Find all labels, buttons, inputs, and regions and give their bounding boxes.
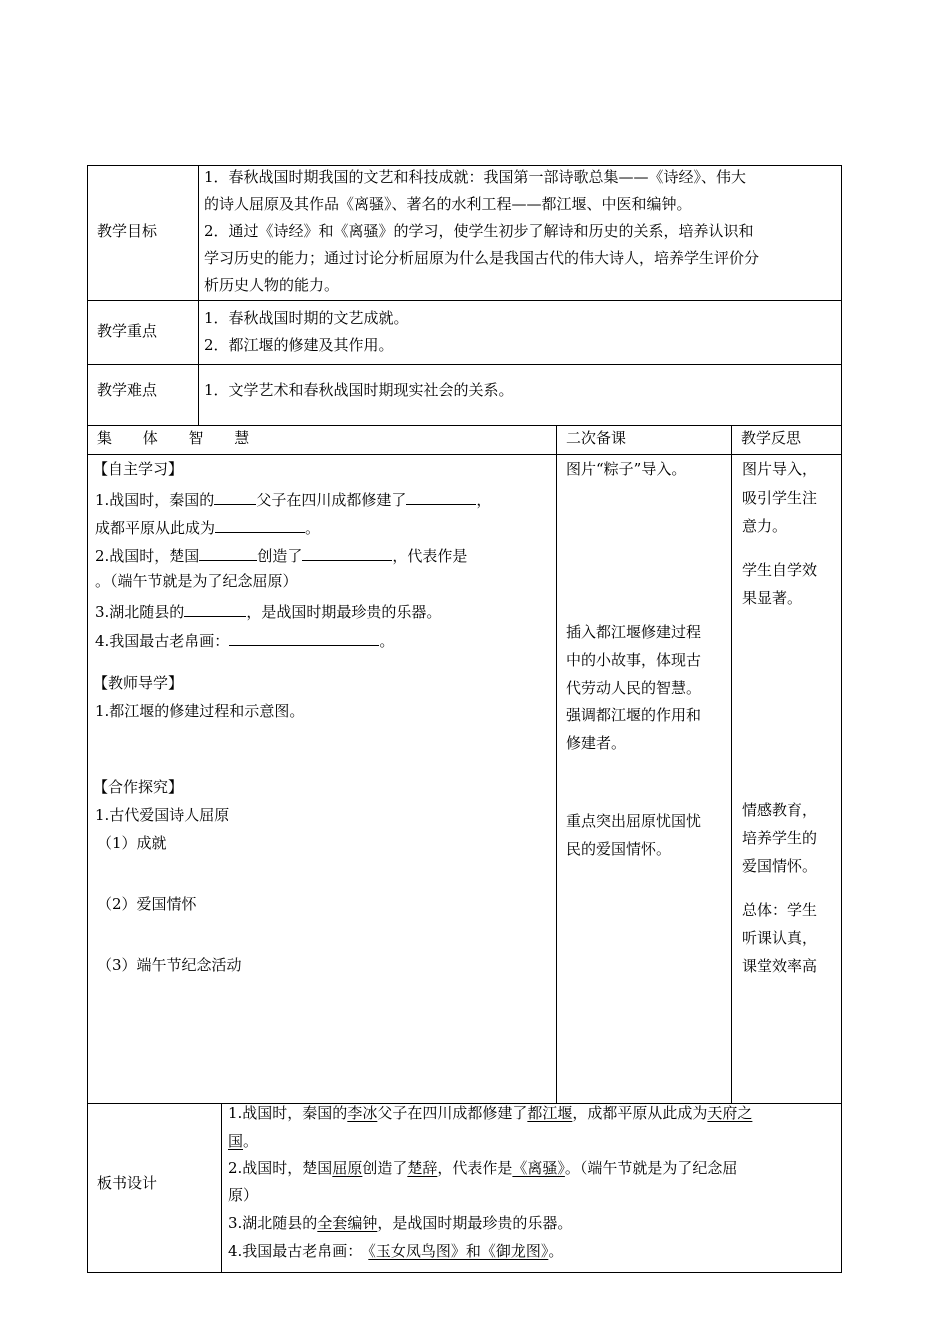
reflection-note: 图片导入， <box>742 460 818 478</box>
prep-note: 民的爱国情怀。 <box>566 840 672 858</box>
objectives-line: 学习历史的能力；通过讨论分析屈原为什么是我国古代的伟大诗人，培养学生评价分 <box>204 249 760 267</box>
blank <box>214 490 256 505</box>
board-line: 3.湖北随县的全套编钟，是战国时期最珍贵的乐器。 <box>228 1214 573 1232</box>
keypoints-label: 教学重点 <box>97 322 158 340</box>
reflection-note: 果显著。 <box>742 589 803 607</box>
objectives-line: 2．通过《诗经》和《离骚》的学习，使学生初步了解诗和历史的关系，培养认识和 <box>204 222 754 240</box>
reflection-note: 情感教育， <box>742 801 818 819</box>
collective-header: 集 体 智 慧 <box>97 429 263 447</box>
blank <box>199 546 257 561</box>
blank <box>302 546 392 561</box>
prep-note: 中的小故事，体现古 <box>566 651 702 669</box>
keypoints-line: 1．春秋战国时期的文艺成就。 <box>204 309 409 327</box>
reflection-note: 学生自学效 <box>742 561 818 579</box>
board-line: 2.战国时，楚国屈原创造了楚辞，代表作是《离骚》。（端午节就是为了纪念屈 <box>228 1159 738 1177</box>
question-2-cont: 。（端午节就是为了纪念屈原） <box>95 572 298 590</box>
cooperation-sub: （1）成就 <box>97 834 167 852</box>
board-label: 板书设计 <box>97 1174 158 1192</box>
reflection-note: 爱国情怀。 <box>742 857 818 875</box>
board-line: 国。 <box>228 1132 259 1150</box>
cooperation-heading: 【合作探究】 <box>93 778 184 796</box>
objectives-line: 的诗人屈原及其作品《离骚》、著名的水利工程——都江堰、中医和编钟。 <box>204 195 692 213</box>
reflection-header: 教学反思 <box>741 429 802 447</box>
objectives-line: 1．春秋战国时期我国的文艺和科技成就：我国第一部诗歌总集——《诗经》、伟大 <box>204 168 747 186</box>
blank <box>215 518 305 533</box>
blank <box>229 631 379 646</box>
prep-note: 图片“粽子”导入。 <box>566 460 687 478</box>
teacher-guide-item: 1.都江堰的修建过程和示意图。 <box>95 702 305 720</box>
prep-note: 修建者。 <box>566 734 627 752</box>
question-1: 1.战国时，秦国的 父子在四川成都修建了 ， <box>95 491 492 509</box>
objectives-label: 教学目标 <box>97 222 158 240</box>
cooperation-item: 1.古代爱国诗人屈原 <box>95 806 230 824</box>
self-study-heading: 【自主学习】 <box>93 460 184 478</box>
prep-note: 重点突出屈原忧国忧 <box>566 812 702 830</box>
cooperation-sub: （2）爱国情怀 <box>97 895 197 913</box>
keypoints-line: 2．都江堰的修建及其作用。 <box>204 336 394 354</box>
cooperation-sub: （3）端午节纪念活动 <box>97 956 242 974</box>
board-line: 1.战国时，秦国的李冰父子在四川成都修建了都江堰，成都平原从此成为天府之 <box>228 1104 753 1122</box>
teacher-guide-heading: 【教师导学】 <box>93 674 184 692</box>
blank <box>184 602 246 617</box>
reflection-note: 课堂效率高 <box>742 957 818 975</box>
board-line: 原） <box>228 1186 259 1204</box>
prep-note: 代劳动人民的智慧。 <box>566 679 702 697</box>
blank <box>406 490 476 505</box>
difficulties-label: 教学难点 <box>97 381 158 399</box>
difficulties-line: 1．文学艺术和春秋战国时期现实社会的关系。 <box>204 381 514 399</box>
question-3: 3.湖北随县的 ，是战国时期最珍贵的乐器。 <box>95 603 442 621</box>
question-4: 4.我国最古老帛画： 。 <box>95 632 395 650</box>
reflection-note: 听课认真， <box>742 929 818 947</box>
prep-note: 强调都江堰的作用和 <box>566 706 702 724</box>
reflection-note: 意力。 <box>742 517 788 535</box>
reflection-note: 培养学生的 <box>742 829 818 847</box>
second-prep-header: 二次备课 <box>566 429 627 447</box>
question-2: 2.战国时，楚国 创造了 ，代表作是 <box>95 547 468 565</box>
objectives-line: 析历史人物的能力。 <box>204 276 340 294</box>
reflection-note: 总体：学生 <box>742 901 818 919</box>
board-line: 4.我国最古老帛画： 《玉女凤鸟图》和《御龙图》。 <box>228 1242 564 1260</box>
question-1-cont: 成都平原从此成为 。 <box>95 519 321 537</box>
reflection-note: 吸引学生注 <box>742 489 818 507</box>
prep-note: 插入都江堰修建过程 <box>566 623 702 641</box>
